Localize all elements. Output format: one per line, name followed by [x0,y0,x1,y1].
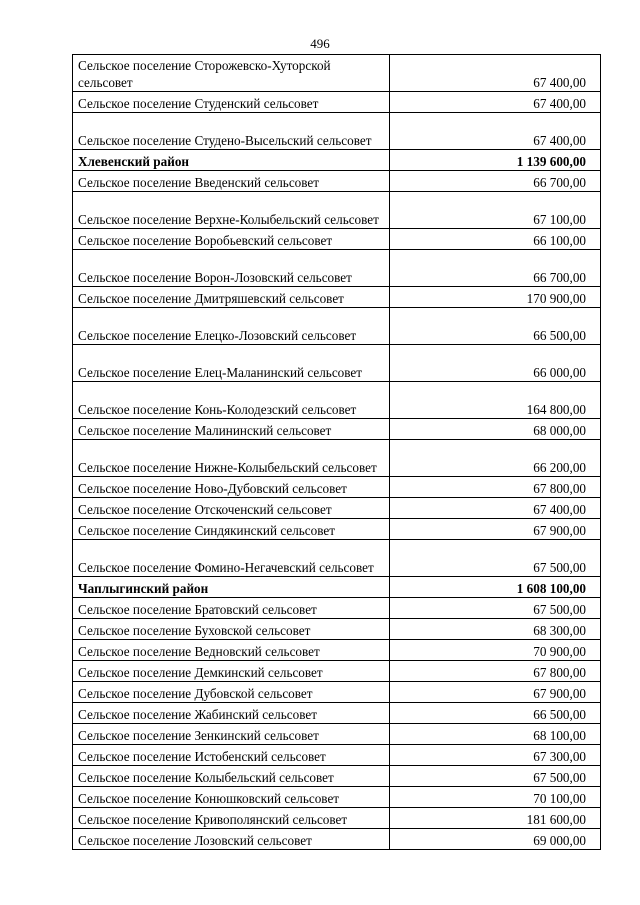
table-row [73,598,601,619]
amount: 67 400,00 [390,92,601,113]
table-row [73,619,601,640]
amount: 181 600,00 [390,808,601,829]
amount: 67 900,00 [390,682,601,703]
table-row [73,382,601,419]
settlement-name: Сельское поселение Истобенский сельсовет [73,745,390,766]
settlement-name: Сельское поселение Студенский сельсовет [73,92,390,113]
table-row [73,498,601,519]
page-number: 496 [310,36,330,51]
table-row [73,519,601,540]
district-name: Хлевенский район [73,150,390,171]
amount: 67 800,00 [390,661,601,682]
amount: 67 800,00 [390,477,601,498]
amount: 66 000,00 [390,345,601,382]
district-row [73,150,601,171]
settlement-name: Сельское поселение Елец-Маланинский сельсовет [73,345,390,382]
budget-table [72,54,601,850]
amount: 70 100,00 [390,787,601,808]
amount: 66 700,00 [390,171,601,192]
table-row [73,113,601,150]
amount: 67 500,00 [390,766,601,787]
settlement-name: Сельское поселение Демкинский сельсовет [73,661,390,682]
table-row [73,766,601,787]
table-row [73,229,601,250]
table-row [73,808,601,829]
district-row [73,577,601,598]
settlement-name: Сельское поселение Зенкинский сельсовет [73,724,390,745]
settlement-name: Сельское поселение Сторожевско-Хуторской сельсовет [73,55,390,92]
table-row [73,419,601,440]
amount: 164 800,00 [390,382,601,419]
settlement-name: Сельское поселение Колыбельский сельсовет [73,766,390,787]
settlement-name: Сельское поселение Братовский сельсовет [73,598,390,619]
settlement-name: Сельское поселение Конь-Колодезский сельсовет [73,382,390,419]
table-row [73,192,601,229]
settlement-name: Сельское поселение Елецко-Лозовский сельсовет [73,308,390,345]
amount: 69 000,00 [390,829,601,850]
amount: 67 400,00 [390,498,601,519]
table-row [73,682,601,703]
amount: 68 100,00 [390,724,601,745]
settlement-name: Сельское поселение Кривополянский сельсовет [73,808,390,829]
amount: 67 500,00 [390,598,601,619]
amount: 66 100,00 [390,229,601,250]
amount: 66 500,00 [390,703,601,724]
table-row [73,787,601,808]
amount: 67 900,00 [390,519,601,540]
settlement-name: Сельское поселение Ворон-Лозовский сельсовет [73,250,390,287]
amount: 67 400,00 [390,113,601,150]
settlement-name: Сельское поселение Верхне-Колыбельский сельсовет [73,192,390,229]
settlement-name: Сельское поселение Ведновский сельсовет [73,640,390,661]
table-row [73,829,601,850]
amount: 67 100,00 [390,192,601,229]
table-row [73,345,601,382]
settlement-name: Сельское поселение Синдякинский сельсовет [73,519,390,540]
settlement-name: Сельское поселение Воробьевский сельсовет [73,229,390,250]
amount: 68 000,00 [390,419,601,440]
amount: 68 300,00 [390,619,601,640]
amount: 70 900,00 [390,640,601,661]
table-row [73,540,601,577]
budget-table-body [73,55,601,850]
settlement-name: Сельское поселение Лозовский сельсовет [73,829,390,850]
amount: 66 500,00 [390,308,601,345]
amount: 67 300,00 [390,745,601,766]
table-row [73,440,601,477]
settlement-name: Сельское поселение Буховской сельсовет [73,619,390,640]
amount: 67 400,00 [390,55,601,92]
amount: 67 500,00 [390,540,601,577]
district-total: 1 608 100,00 [390,577,601,598]
table-row [73,92,601,113]
settlement-name: Сельское поселение Жабинский сельсовет [73,703,390,724]
table-row [73,308,601,345]
table-row [73,661,601,682]
table-row [73,703,601,724]
table-row [73,55,601,92]
table-row [73,171,601,192]
settlement-name: Сельское поселение Отскоченский сельсовет [73,498,390,519]
table-row [73,640,601,661]
table-row [73,477,601,498]
settlement-name: Сельское поселение Нижне-Колыбельский сельсовет [73,440,390,477]
settlement-name: Сельское поселение Введенский сельсовет [73,171,390,192]
settlement-name: Сельское поселение Малининский сельсовет [73,419,390,440]
table-row [73,724,601,745]
settlement-name: Сельское поселение Конюшковский сельсовет [73,787,390,808]
district-name: Чаплыгинский район [73,577,390,598]
settlement-name: Сельское поселение Фомино-Негачевский сельсовет [73,540,390,577]
settlement-name: Сельское поселение Дмитряшевский сельсовет [73,287,390,308]
settlement-name: Сельское поселение Ново-Дубовский сельсовет [73,477,390,498]
table-row [73,250,601,287]
amount: 66 200,00 [390,440,601,477]
district-total: 1 139 600,00 [390,150,601,171]
amount: 66 700,00 [390,250,601,287]
settlement-name: Сельское поселение Дубовской сельсовет [73,682,390,703]
table-row [73,287,601,308]
settlement-name: Сельское поселение Студено-Высельский сельсовет [73,113,390,150]
amount: 170 900,00 [390,287,601,308]
table-row [73,745,601,766]
